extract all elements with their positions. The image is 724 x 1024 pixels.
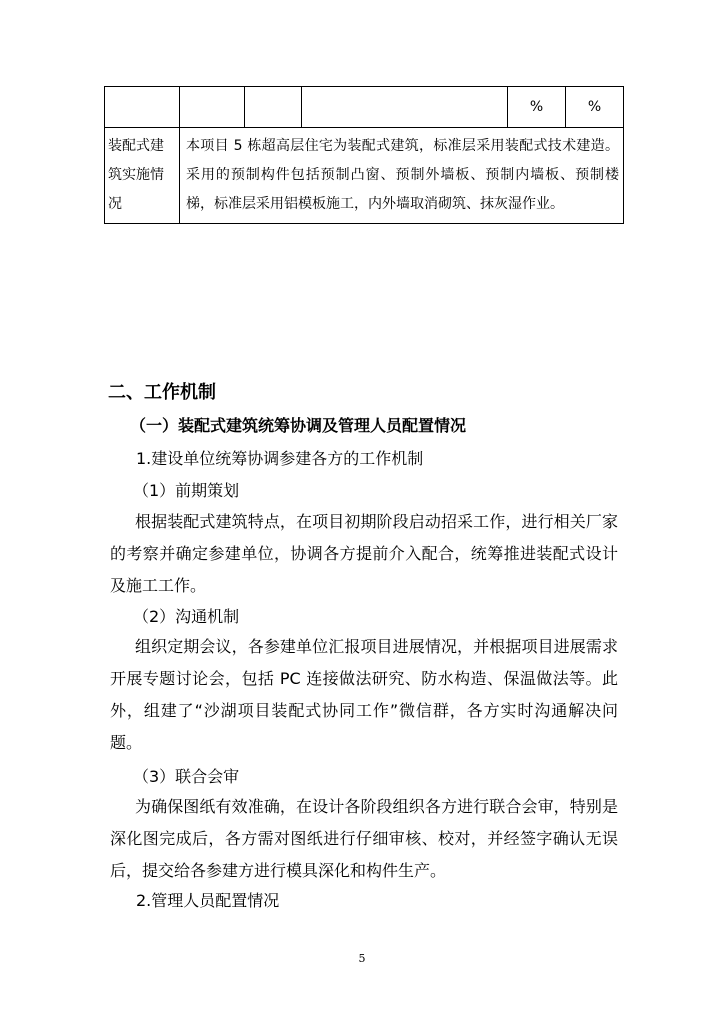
table-row [105,128,624,224]
paragraph: 组织定期会议，各参建单位汇报项目进展情况，并根据项目进展需求开展专题讨论会，包括 PC 连接做法研究、防水构造、保温做法等。此外，组建了“沙湖项目装配式协同工作”微信群，各方实时沟通解决问题。 [110,637,618,752]
subsection-heading: （一）装配式建筑统筹协调及管理人员配置情况 [130,416,467,435]
paragraph-title: （3）联合会审 [133,767,240,786]
table-cell-percent: % [508,87,566,128]
item-heading: 1.建设单位统筹协调参建各方的工作机制 [136,449,424,468]
table-row [105,87,624,128]
table-row-content: 本项目 5 栋超高层住宅为装配式建筑，标准层采用装配式技术建造。采用的预制构件包括预制凸窗、预制外墙板、预制内墙板、预制楼梯，标准层采用铝模板施工，内外墙取消砌筑、抹灰湿作业。 [180,128,624,224]
table-row-label: 装配式建筑实施情况 [105,128,180,224]
paragraph-title: （1）前期策划 [133,481,240,500]
summary-table [104,86,624,224]
table-cell-percent: % [566,87,624,128]
paragraph-title: （2）沟通机制 [133,607,240,626]
paragraph: 为确保图纸有效准确，在设计各阶段组织各方进行联合会审，特别是深化图完成后，各方需对图纸进行仔细审核、校对，并经签字确认无误后，提交给各参建方进行模具深化和构件生产。 [110,797,618,880]
table-cell [180,87,245,128]
paragraph: 根据装配式建筑特点，在项目初期阶段启动招采工作，进行相关厂家的考察并确定参建单位，协调各方提前介入配合，统筹推进装配式设计及施工工作。 [110,512,618,595]
section-heading: 二、工作机制 [108,382,216,403]
table-cell [302,87,508,128]
page-number: 5 [358,952,366,965]
table-cell [105,87,180,128]
item-heading: 2.管理人员配置情况 [136,891,280,910]
table-cell [245,87,302,128]
